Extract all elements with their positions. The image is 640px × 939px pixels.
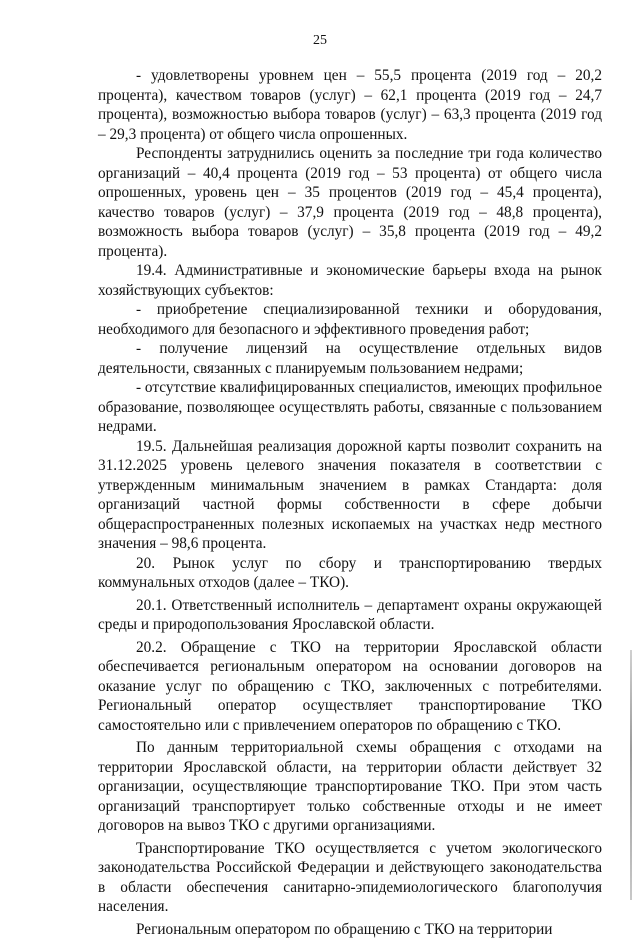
document-body xyxy=(98,66,602,939)
paragraph-territorial-scheme: По данным территориальной схемы обращения с отходами на территории Ярославской области, на территории области действует 32 организации, осуществляющие транспортирование ТКО. При этом часть организаций транспортирует только собственные отходы и не имеет договоров на вывоз ТКО с другими организациями. xyxy=(98,738,602,836)
paragraph-barrier-licenses: - получение лицензий на осуществление отдельных видов деятельности, связанных с планируемым пользованием недрами; xyxy=(98,339,602,378)
paragraph-transport-legislation: Транспортирование ТКО осуществляется с учетом экологического законодательства Российской Федерации и действующего законодательства в области обеспечения санитарно-эпидемиологического благополучия населения. xyxy=(98,839,602,917)
paragraph-satisfaction-bullet: - удовлетворены уровнем цен – 55,5 процента (2019 год – 20,2 процента), качеством товаров (услуг) – 62,1 процента (2019 год – 24,7 процента), возможностью выбора товаров (услуг) – 63,3 процента (2019 год – 29,3 процента) от общего числа опрошенных. xyxy=(98,66,602,144)
paragraph-barrier-specialists: - отсутствие квалифицированных специалистов, имеющих профильное образование, позволяющее осуществлять работы, связанные с пользованием недрами. xyxy=(98,378,602,437)
page-number: 25 xyxy=(0,34,640,48)
paragraph-20-1: 20.1. Ответственный исполнитель – департамент охраны окружающей среды и природопользования Ярославской области. xyxy=(98,596,602,635)
scan-edge-line xyxy=(630,650,632,900)
paragraph-19-4-heading: 19.4. Административные и экономические барьеры входа на рынок хозяйствующих субъектов: xyxy=(98,261,602,300)
paragraph-barrier-equipment: - приобретение специализированной техники и оборудования, необходимого для безопасного и эффективного проведения работ; xyxy=(98,300,602,339)
paragraph-19-5: 19.5. Дальнейшая реализация дорожной карты позволит сохранить на 31.12.2025 уровень целевого значения показателя в соответствии с утвержденным минимальным значением в рамках Стандарта: доля организаций частной формы собственности в сфере добычи общераспространенных полезных ископаемых на участках недр местного значения – 98,6 процента. xyxy=(98,437,602,554)
paragraph-20-2: 20.2. Обращение с ТКО на территории Ярославской области обеспечивается региональным оператором на основании договоров на оказание услуг по обращению с ТКО, заключенных с потребителями. Региональный оператор осуществляет транспортирование ТКО самостоятельно или с привлечением операторов по обращению с ТКО. xyxy=(98,638,602,736)
paragraph-respondents-difficulty: Респонденты затруднились оценить за последние три года количество организаций – 40,4 процента (2019 год – 53 процента) от общего числа опрошенных, уровень цен – 35 процентов (2019 год – 45,4 процента), качество товаров (услуг) – 37,9 процента (2019 год – 48,8 процента), возможность выбора товаров (услуг) – 35,8 процента (2019 год – 49,2 процента). xyxy=(98,144,602,261)
paragraph-regional-operator: Региональным оператором по обращению с ТКО на территории xyxy=(98,920,602,939)
paragraph-20-heading: 20. Рынок услуг по сбору и транспортированию твердых коммунальных отходов (далее – ТКО). xyxy=(98,554,602,593)
